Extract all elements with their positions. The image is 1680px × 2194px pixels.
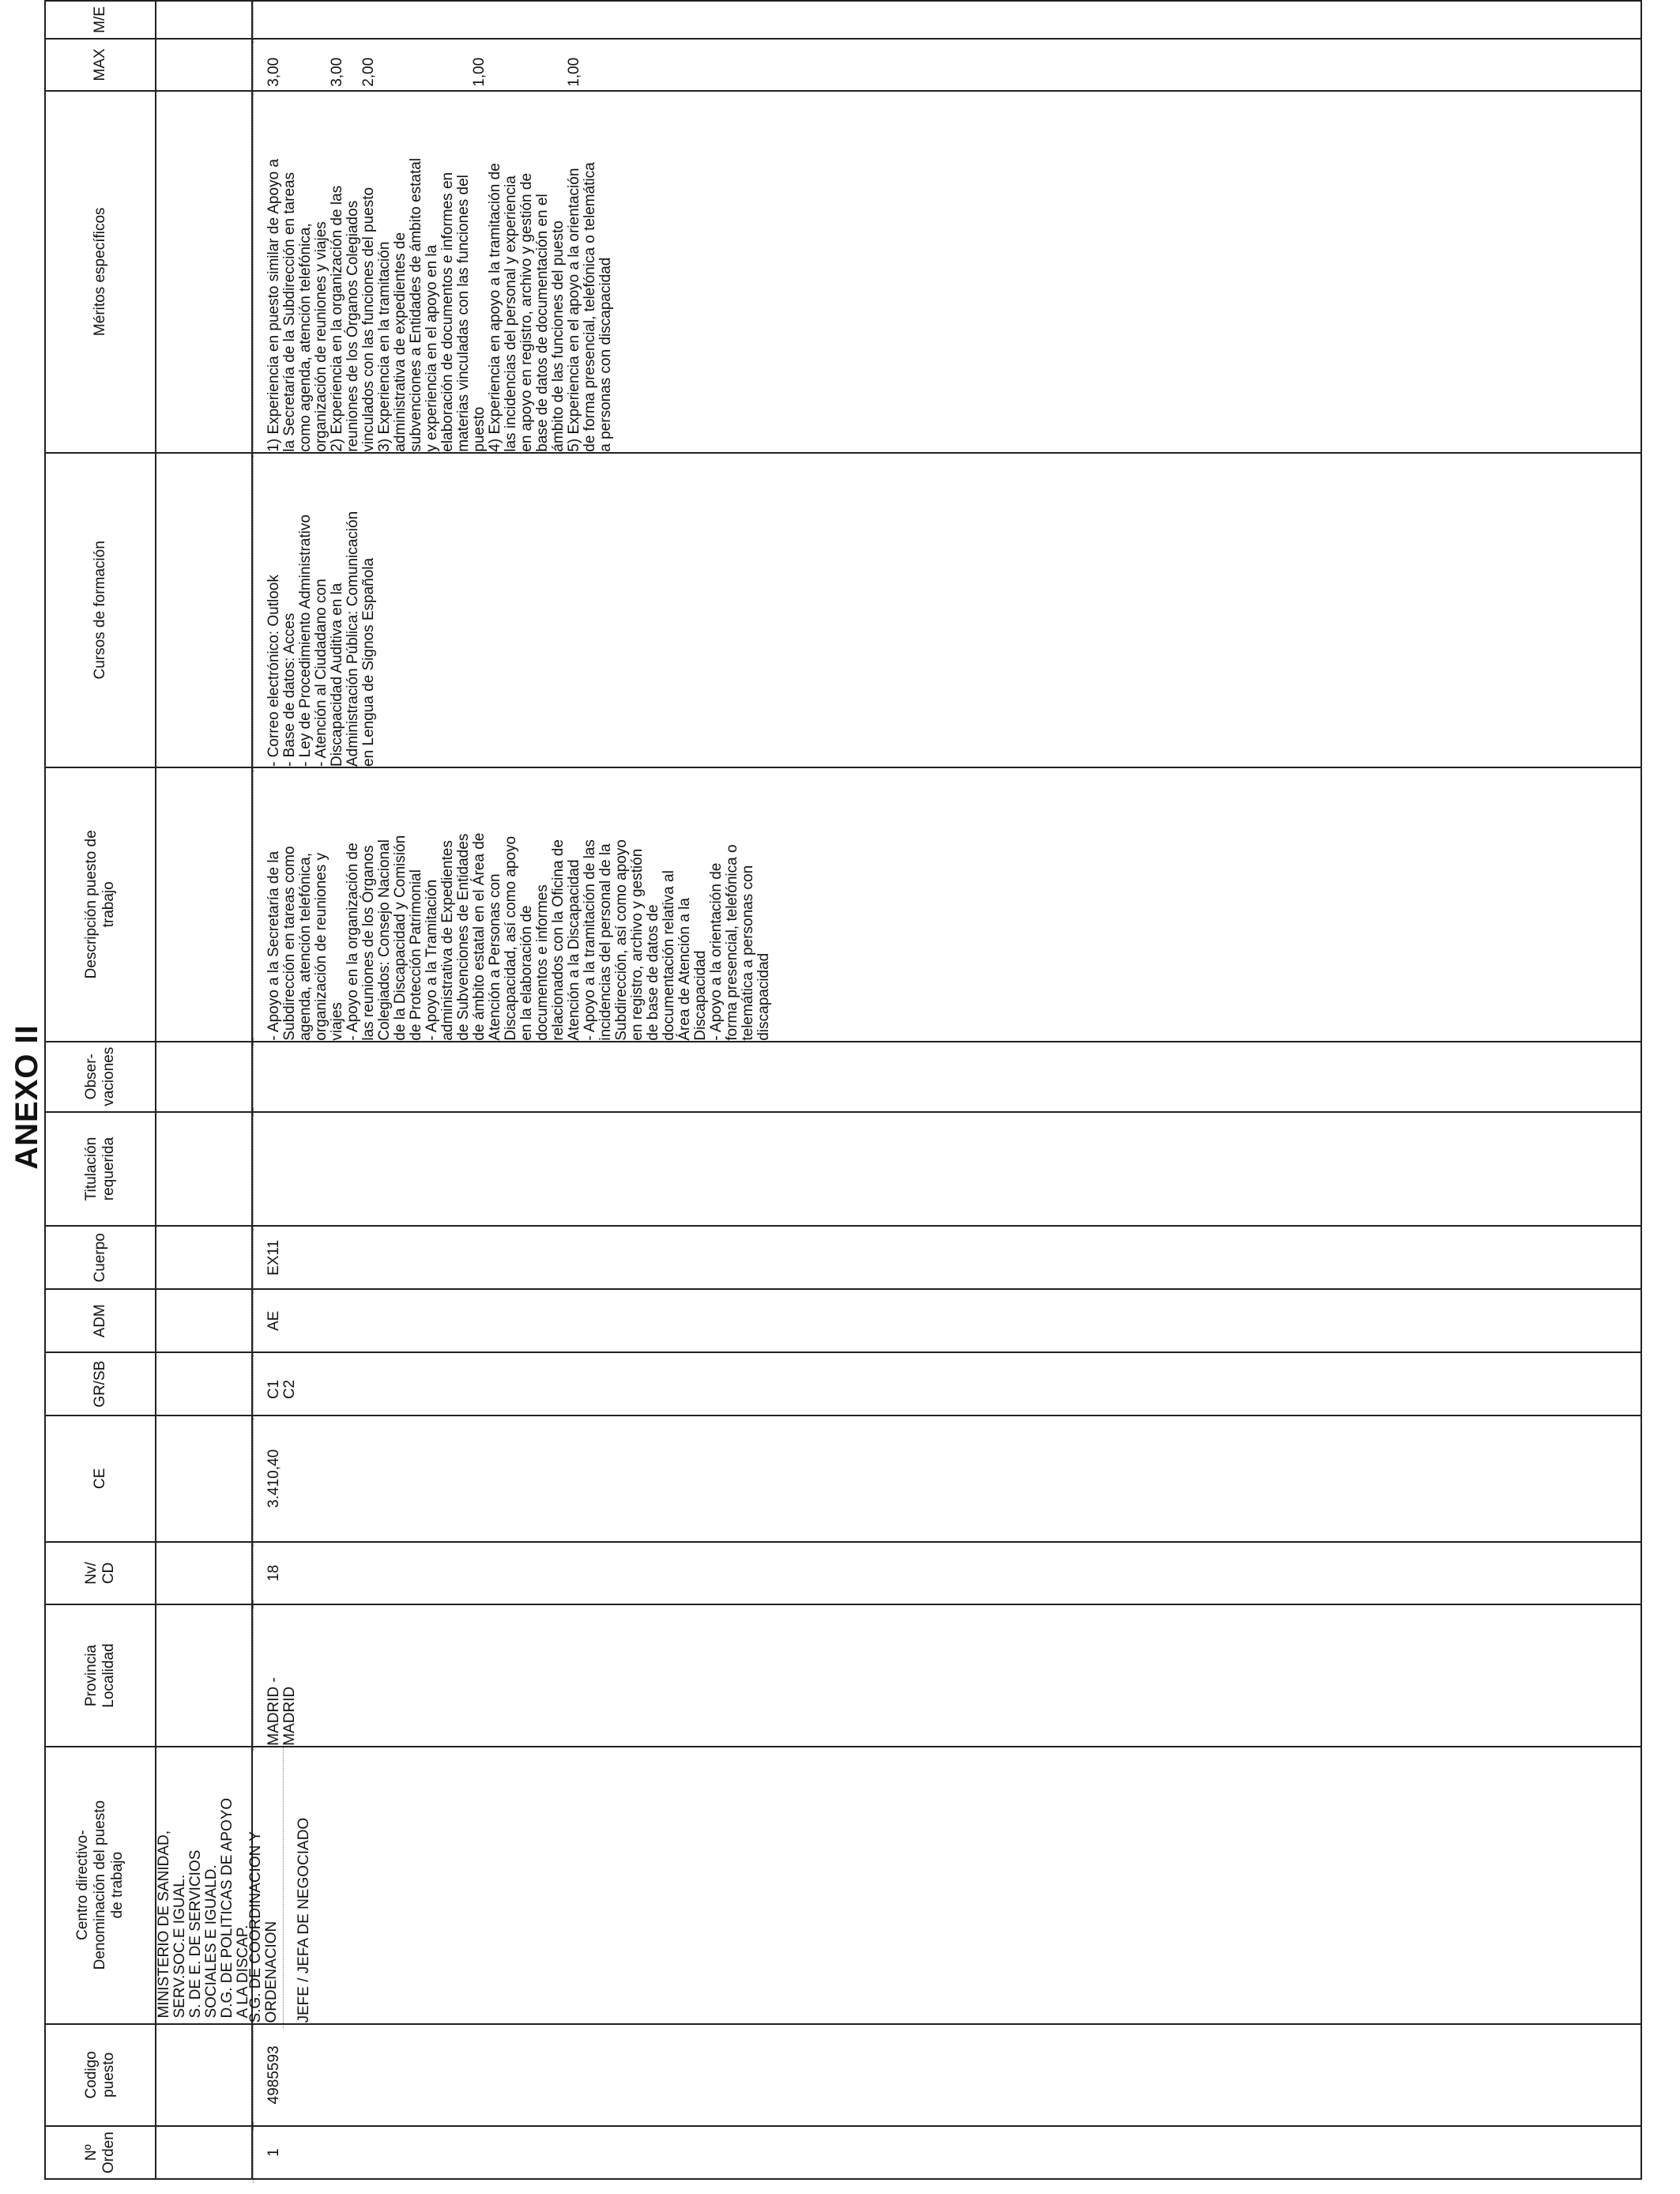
me-cell [252,1,1641,39]
grupo-cell [252,1352,1641,1416]
unit-cuerpo-cell [156,1226,252,1289]
unit-codigo-cell [156,2024,252,2127]
unit-cursos-cell [156,453,252,767]
ce-value: 3.410,40 [266,1449,282,1508]
unit-me-cell [156,1,252,39]
header-max: MAX [45,39,156,91]
header-observaciones: Obser- vaciones [45,1042,156,1112]
header-ce: CE [45,1416,156,1541]
meritos-cell [252,91,1641,453]
header-adm: ADM [45,1289,156,1352]
header-meritos: Méritos específicos [45,91,156,453]
unit-descripcion-cell [156,767,252,1042]
orden-value: 1 [266,2148,282,2157]
merit-value-3: 2,00 [360,57,377,87]
header-nivel: Nv/ CD [45,1542,156,1605]
adm-value: AE [266,1310,282,1331]
unit-provincia-cell [156,1604,252,1746]
cuerpo-value: EX11 [266,1239,282,1276]
page-title: ANEXO II [9,1024,44,1170]
header-grupo: GR/SB [45,1352,156,1416]
unit-observaciones-cell [156,1042,252,1112]
header-provincia: Provincia Localidad [45,1604,156,1746]
vacancy-table [44,0,1642,2180]
header-descripcion: Descripción puesto de trabajo [45,767,156,1042]
titulacion-cell [252,1112,1641,1227]
descripcion-text: - Apoyo a la Secretaría de la Subdirección en tareas como agenda, atención telefónica, organización de reuniones y viajes - Apoyo en la organización de las reuniones de los Órganos Colegiados: Consejo Nacional de la Discapacidad y Comisión de Protección Patrimonial - Apoyo a la Tramitación administrativa de Expedientes de Subvenciones de Entidades de ámbito estatal en el Área de Atención a Personas con Discapacidad, así como apoyo en la elaboración de documentos e informes relacionados con la Oficina de Atención a la Discapacidad - Apoyo a la tramitación de las incidencias del personal de la Subdirección, así como apoyo en registro, archivo y gestión de base de datos de documentación relativa al Área de Atención a la Discapacidad - Apoyo a la orientación de forma presencial, telefónica o telemática a personas con discapacidad [266,832,772,1041]
nivel-cell [252,1542,1641,1605]
table-row [252,1,1641,2179]
centro-cell [247,1747,1641,2024]
header-centro: Centro directivo- Denominación del puesto de trabajo [45,1747,156,2024]
merit-value-5: 1,00 [566,57,582,87]
cuerpo-cell [252,1226,1641,1289]
unit-row [156,1,252,2179]
header-cuerpo: Cuerpo [45,1226,156,1289]
adm-cell [252,1289,1641,1352]
unit-grupo-cell [156,1352,252,1416]
unit-meritos-cell [156,91,252,453]
subdireccion-name: S.G. DE COORDINACION Y ORDENACION [247,1831,280,2023]
unit-nivel-cell [156,1542,252,1605]
puesto-name: JEFE / JEFA DE NEGOCIADO [296,1817,312,2023]
nivel-value: 18 [266,1564,282,1582]
unit-max-cell [156,39,252,91]
header-orden: Nº Orden [45,2126,156,2179]
unit-centro-cell [156,1747,252,2024]
meritos-text: 1) Experiencia en puesto similar de Apoyo a la Secretaría de la Subdirección en tareas como agenda, atención telefónica, organización de reuniones y viajes 2) Experiencia en la organización de las reuniones de los Órganos Colegiados vinculados con las funciones del puesto 3) Experiencia en la tramitación administrativa de expedientes de subvenciones a Entidades de ámbito estatal y experiencia en el apoyo en la elaboración de documentos e informes en materias vinculadas con las funciones del puesto 4) Experiencia en apoyo a la tramitación de las incidencias del personal y experiencia en apoyo en registro, archivo y gestión de base de datos de documentación en el ámbito de las funciones del puesto 5) Experiencia en el apoyo a la orientación de forma presencial, telefónica o telemática a personas con discapacidad [266,157,614,452]
provincia-value: MADRID - MADRID [266,1677,298,1746]
header-codigo: Codigo puesto [45,2024,156,2127]
codigo-value: 4985593 [266,2045,282,2105]
merit-value-2: 3,00 [329,57,345,87]
max-cell [252,39,1641,91]
merit-value-1: 3,00 [266,57,282,87]
unit-titulacion-cell [156,1112,252,1227]
observaciones-cell [252,1042,1641,1112]
descripcion-cell [252,767,1641,1042]
merit-value-4: 1,00 [471,57,488,87]
header-titulacion: Titulación requerida [45,1112,156,1227]
provincia-cell [252,1604,1641,1746]
codigo-cell [252,2024,1641,2127]
unit-orden-cell [156,2126,252,2179]
grupo-value: C1 C2 [266,1379,298,1400]
header-row [45,1,156,2179]
unit-ce-cell [156,1416,252,1541]
cursos-text: - Correo electrónico: Outlook - Base de datos: Acces - Ley de Procedimiento Administrativo - Atención al Ciudadano con Discapacidad Auditiva en la Administración Pública: Comunicación en Lengua de Signos Española [266,511,377,767]
header-me: M/E [45,1,156,39]
unit-adm-cell [156,1289,252,1352]
header-cursos: Cursos de formación [45,453,156,767]
orden-cell [252,2126,1641,2179]
ce-cell [252,1416,1641,1541]
cursos-cell [252,453,1641,767]
ministry-name: MINISTERIO DE SANIDAD, SERV.SOC.E IGUAL. S. DE E. DE SERVICIOS SOCIALES E IGUALD. D.G. DE POLITICAS DE APOYO A LA DISCAP. [156,1797,251,2019]
